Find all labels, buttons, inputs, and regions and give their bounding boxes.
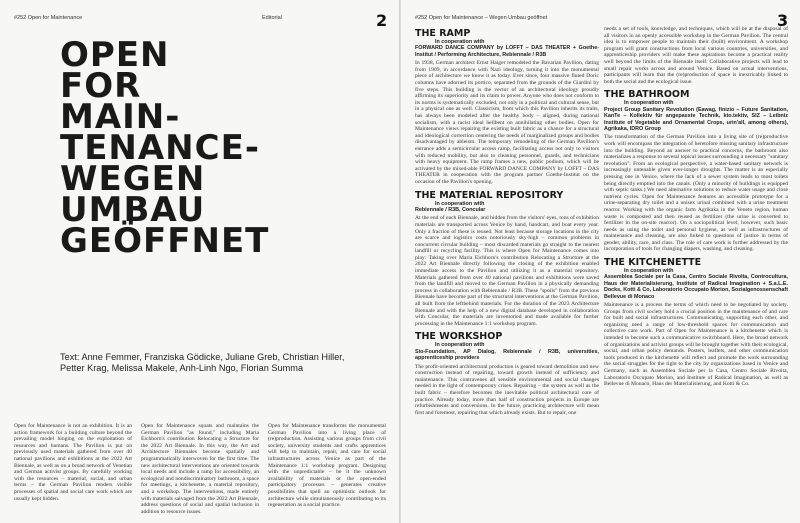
- partner-list: Rebiennale / R3B, Concular: [415, 206, 486, 213]
- cooperation-label: In cooperation with: [624, 100, 674, 107]
- intro-columns: [14, 423, 386, 515]
- intro-column: Open for Maintenance transforms the monumental German Pavilion into a living place of (re)production. Assisting various groups from civil society, university students and crafts apprentices will help to maintain, repair, and care for social infrastructures across Venice as part of the Maintenance 1:1 workshop program. Designing with the unpredictable – be it the unknown availability of materials or the open-ended participatory processes – generates creative possibilities that spell an optimistic outlook for architecture while simultaneously contributing to its regeneration as a social practice.: [268, 423, 386, 509]
- title-line: TENANCE-: [60, 128, 260, 168]
- article-column-right: [604, 26, 788, 392]
- section-material-repository: [415, 190, 599, 328]
- cooperation-label: In cooperation with: [435, 39, 485, 45]
- left-page: [0, 0, 399, 523]
- section-body: At the end of each Biennale, and hidden from the visitors' eyes, tons of exhibition materials are transported across Venice by hand, handcart, and boat every year. Only a fraction of these is reused. Not least because storage locations in the city are scarce and logistics costs notoriously sky-high – common problems in concurrent circular building – most discarded materials go straight to the nearest landfill or recycling facility. This is where Open for Maintenance comes into play: Taking over Maria Eichhorn's contribution Relocating a Structure at the 2022 Art Biennale directly following the closing of the exhibition enabled immediate access to the Pavilion and utilizing it as a material repository. Materials gathered from over 40 national pavilions and exhibitions were saved from the landfill and moved to the German Pavilion in a physically demanding process in collaboration with Rebiennale / R3B. These "spoils" from the previous Biennale have become part of the structural interventions at the German Pavilion, all built from the leftbehind materials. For the duration of the 2023 Architecture Biennale and with the help of a new digital database developed in collaboration with Concular, the materials are inventoried and made available for further processing in the Maintenance 1:1 workshop program.: [415, 215, 599, 327]
- section-body: The profit-oriented architectural production is geared toward demolition and new construction instead of repairing, toward growth instead of sufficiency and maintenance. This contravenes all sensible environmental and social changes needed in the light of contemporary crises. Repairing – the system as well as the built fabric – therefore becomes the inevitable political architectural core of practice. Already today, more than half of construction projects in Europe are refurbishments and conversions. In the future, practicing architecture will mean first and foremost, repairing that which already exists. But to repair, one: [415, 363, 599, 416]
- section-workshop-continued: [604, 26, 788, 85]
- section-heading: THE KITCHENETTE: [604, 257, 702, 269]
- title-line: FOR: [60, 66, 142, 106]
- intro-column: Open for Maintenance squats and maintains the German Pavilion "as found," including Maria Eichhorn's contribution Relocating a Structure for the 2022 Art Biennale. In this way, the Art and Architecture Biennales become spatially and programmatically interwoven for the first time. The new architectural interventions are oriented towards local needs and include a ramp for accessibility, an ecological and nondiscriminatory bathroom, a space for meetings, a kitchenette, a material repository, and a workshop. The interventions, made entirely with materials salvaged from the 2022 Art Biennale, address questions of social and spatial inclusion in addition to resource issues.: [141, 423, 259, 515]
- title-line: UMBAU: [60, 190, 206, 230]
- section-body: needs a set of tools, knowledge, and techniques, which will be at the disposal of all visitors in an openly accessible workshop in the German Pavilion. The central idea is to empower people to maintain their (built) environment. A workshop program will grant constructions from local various countries, universities, and apprenticeship providers will make these aspirations become a practical reality well beyond the limits of the Biennale itself. Collaborative projects will lead to small repair works across and around Venice. Based on actual interventions, participants will learn that the (re)production of space is inextricably linked to both the social and the ecological issue.: [604, 26, 788, 85]
- cooperation-label: In cooperation with: [624, 268, 674, 275]
- running-header: #252 Open for Maintenance – Wegen Umbau geöffnet: [415, 15, 548, 21]
- page-number: 2: [376, 11, 388, 30]
- section-label: Editorial: [262, 15, 282, 21]
- partner-list: FORWARD DANCE COMPANY by LOFFT – DAS THEATER + Goethe-Institut / Performing Architecture, Rebiennale / R3B: [415, 45, 599, 58]
- author-credits: Text: Anne Femmer, Franziska Gödicke, Juliane Greb, Christian Hiller, Petter Krag, Melissa Makele, Anh-Linh Ngo, Florian Summa: [60, 352, 345, 373]
- partner-list: Project Group Sanitary Revolution (Eawag, finizio – Future Sanitation, KanTe – Kollektiv für angepasste Technik, kto.tektiv, SIZ – Leibniz Institute of Vegetable and Ornamental Crops, urin'all, among others), Agrikaka, IDRO Group: [604, 106, 788, 132]
- page-number: 3: [777, 11, 789, 30]
- article-column-left: [415, 26, 599, 420]
- section-workshop: [415, 331, 599, 416]
- section-kitchenette: [604, 257, 788, 388]
- page-title: [60, 35, 360, 261]
- title-line: OPEN: [60, 35, 170, 75]
- partner-list: Sio-Foundation, AP Dialog, Rebiennale / R3B, universities, apprenticeship providers: [415, 348, 599, 362]
- section-ramp: [415, 28, 599, 186]
- cooperation-label: In cooperation with: [435, 200, 485, 207]
- section-body: The transformation of the German Pavilion into a living site of (re)productive work will encompass the integration of heretofore missing sanitary infrastructure into the building. Beyond an answer to practical concerns, the bathroom also materializes a response to several topical issues surrounding a necessary "sanitary revolution": From an ecological perspective, a water-based sanitary network is increasingly untenable given ever-longer droughts. The matter is an especially pressing one in Venice, where the lack of a sewer system leads to most toilets being directly emptied into the canals. (Only a minority of buildings is equipped with septic tanks.) We need alternative solutions to reduce water usage and close nutrient cycles. Open for Maintenance features an accessible prototype for a urine-separating dry toilet and a unisex urinal combined with a urine treatment reactor. Working with the organic farm Agrikaka in the Veneto region, human waste is composted and then reused as fertilizer (the urine is converted to fertilizer in the on-site reactor). On a sociopolitical level, however, such basic needs as using the toilet and personal hygiene, as well as infrastructures of maintenance and cleaning, are also linked to questions of justice in terms of gender, ability, race, and class. The role of care work is further addressed by the incorporation of tools for changing diapers, washing, and cleaning.: [604, 134, 788, 253]
- section-body: In 1938, German architect Ernst Haiger remodeled the Bavarian Pavilion, dating from 1909, in accordance with Nazi ideology, turning it into the monumental piece of architecture we know it as today. Ever since, four massive fluted Doric columns have adorned its portico, separated from the grounds of the Giardini by five steps. This building is the vector of an architectural ideology proudly affirming its superiority and its claim to power. Anyone who does not conform to its norms is systematically excluded, not only in a political and cultural sense, but in a physical one as well. Classicism, from which this Pavilion inherits its traits, has always been modeled after the healthy body – aligned, during national socialism, with a racist ideal hellbent on annihilating other bodies. Open for Maintenance views repairing the existing built fabric as a chance for a structural and ideological correction centering the needs of marginalized groups and bodies disadvantaged by ableism. The temporary remodeling of the German Pavilion's entrance adds a semicircular access ramp, facilitating access not only to visitors with reduced mobility, but also to cleaning personnel, guards, and technicians with heavy equipment. The ramp frames a new, public podium, which will be activated by the mixed-able FORWARD DANCE COMPANY by LOFFT – DAS THEATER in cooperation with the program partner Goethe-Institut on the occasion of the Pavilion's opening.: [415, 60, 599, 185]
- partner-list: Assemblea Sociale per la Casa, Centro Sociale Rivolta, Controcultura, Haus der Materialisierung, Institute of Radical Imagination + S.a.L.E. Docks, Kotti & Co, Laboratorio Occupato Morion, Sozialgenossenschaft Bellevue di Monaco: [604, 274, 788, 300]
- title-line: GEÖFFNET: [60, 221, 270, 261]
- section-heading: THE RAMP: [415, 28, 471, 39]
- title-line: WEGEN: [60, 159, 206, 199]
- right-page: [401, 0, 800, 523]
- running-header: #252 Open for Maintenance: [14, 15, 83, 21]
- section-heading: THE WORKSHOP: [415, 331, 503, 343]
- intro-column: Open for Maintenance is not an exhibition. It is an action framework for a building culture beyond the prevailing model hinging on the exploitation of resources and humans. The Pavilion is put on previously used materials gathered from over 40 national pavilions and exhibitions at the 2022 Art Biennale, as well as on a broad network of Venetian and German activist groups. By carefully working with the resources – material, social, and urban terms – the German Pavilion renders visible processes of spatial and social care work which are usually kept hidden.: [14, 423, 132, 502]
- section-body: Maintenance is a process the terms of which need to be negotiated by society. Groups from civil society hold a crucial position in the maintenance of and care for built and social infrastructures. Communicating, supporting each other, and organizing need a range of low-threshold spaces for communication and collective care work. Part of Open for Maintenance is a kitchenette which is intended to become such a communicative switchboard. Here, the broad network of organizations and activist groups will be brought together with their ecological, social, and urban policy demands. Posters, leaflets, and other communication tools produced in the kitchenette will reflect and promote the work surrounding the social struggles for the right to the city by organizations based in Venice and Germany, such as Assemblea Sociale per la Casa, Centro Sociale Rivolta, Laboratorio Occupato Morion, and Institute of Radical Imagination, as well as Bellevue di Monaco, Haus der Materialisierung, and Kotti & Co.: [604, 302, 788, 388]
- section-bathroom: [604, 89, 788, 253]
- title-line: MAIN-: [60, 97, 181, 137]
- cooperation-label: In cooperation with: [435, 342, 485, 349]
- section-heading: THE MATERIAL REPOSITORY: [415, 189, 564, 201]
- section-heading: THE BATHROOM: [604, 89, 690, 101]
